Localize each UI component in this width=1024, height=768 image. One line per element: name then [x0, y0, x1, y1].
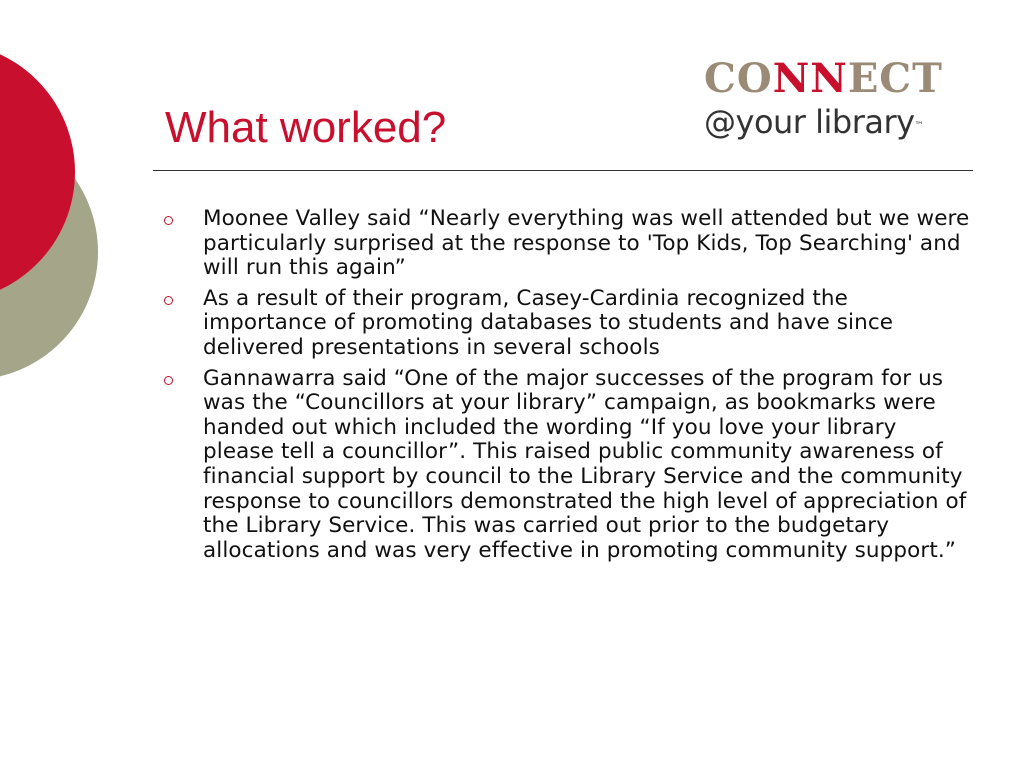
bullet-text: As a result of their program, Casey-Cardinia recognized the importance of promoting databases to students and have since delivered presentations in several schools [203, 285, 894, 360]
bullet-text: Gannawarra said “One of the major successes of the program for us was the “Councillors at your library” campaign, as bookmarks were handed out which included the wording “If you love your library please tell a councillor”. This raised public community awareness of financial support by council to the Library Service and the community response to councillors demonstrated the high level of appreciation of the Library Service. This was carried out prior to the budgetary allocations and was very effective in promoting community support.” [203, 365, 967, 563]
bullet-item [160, 367, 972, 564]
title-divider [153, 170, 973, 171]
bullet-item [160, 207, 972, 281]
connect-logo [700, 56, 976, 156]
decorative-circles [0, 0, 120, 420]
bullet-list [160, 207, 972, 569]
bullet-item [160, 287, 972, 361]
logo-connect-wordmark: CONNECT [704, 55, 943, 102]
hollow-circle-bullet-icon [164, 296, 173, 305]
logo-your-library-text: @your library™ [704, 103, 924, 141]
slide-title: What worked? [165, 103, 447, 152]
hollow-circle-bullet-icon [164, 216, 173, 225]
hollow-circle-bullet-icon [164, 376, 173, 385]
bullet-text: Moonee Valley said “Nearly everything was well attended but we were particularly surprised at the response to 'Top Kids, Top Searching' and will run this again” [203, 206, 970, 281]
